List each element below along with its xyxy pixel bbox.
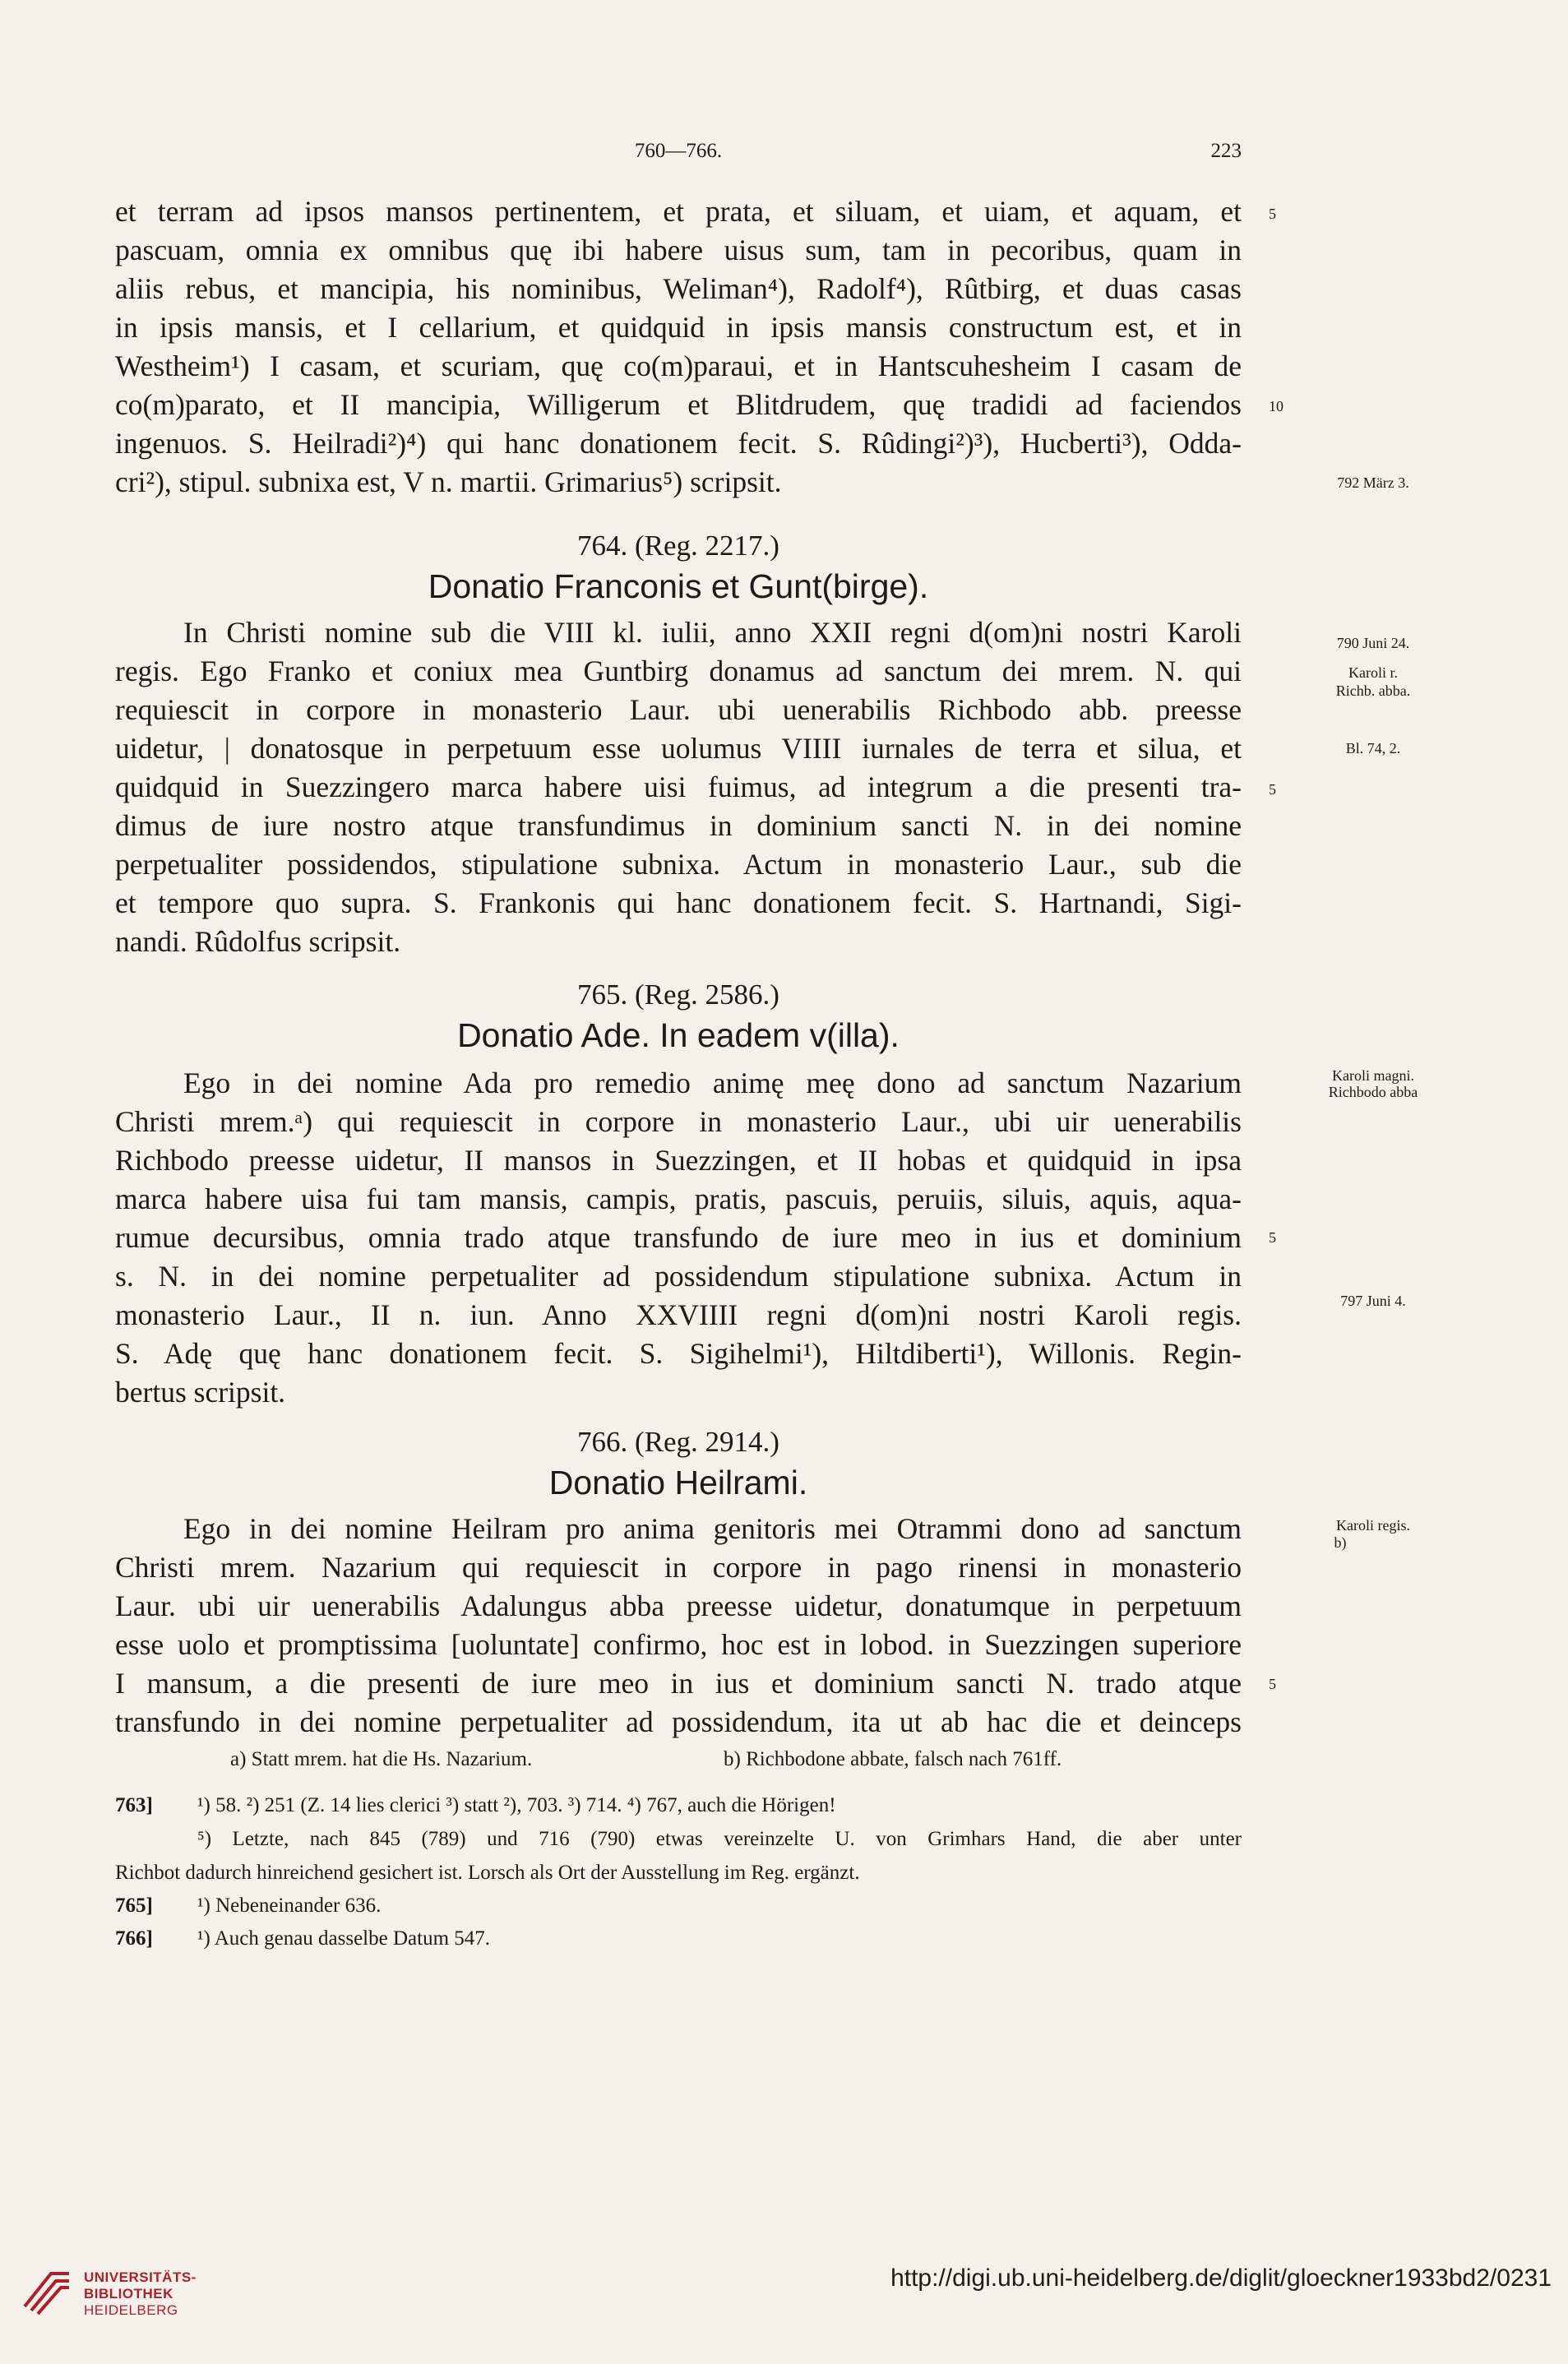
footnote-text: ¹) Nebeneinander 636. — [197, 1894, 382, 1917]
text-line: I mansum, a die presenti de iure meo in ius et dominium sancti N. trado atque — [115, 1667, 1242, 1700]
text-line: dimus de iure nostro atque transfundimus in dominium sancti N. in dei nomine — [115, 809, 1242, 842]
text-line: perpetualiter possidendos, stipulatione subnixa. Actum in monasterio Laur., sub die — [115, 848, 1242, 881]
margin-note: Karoli r. — [1348, 664, 1398, 681]
margin-note: b) — [1334, 1534, 1347, 1551]
text-line: co(m)parato, et II mancipia, Willigerum et Blitdrudem, quę tradidi ad faciendos — [115, 388, 1242, 421]
text-line: Christi mrem.ᵃ) qui requiescit in corpore in monasterio Laur., ubi uir uenerabilis — [115, 1105, 1242, 1138]
text-line: Laur. ubi uir uenerabilis Adalungus abba preesse uidetur, donatumque in perpetuum — [115, 1589, 1242, 1622]
text-line: esse uolo et promptissima [uoluntate] confirmo, hoc est in lobod. in Suezzingen superiore — [115, 1628, 1242, 1661]
line-number: 5 — [1269, 206, 1276, 222]
text-line: regis. Ego Franko et coniux mea Guntbirg donamus ad sanctum dei mrem. N. qui — [115, 655, 1242, 687]
margin-note: Richb. abba. — [1335, 682, 1411, 699]
margin-note: Richbodo abba — [1328, 1084, 1418, 1100]
text-line: Westheim¹) I casam, et scuriam, quę co(m)paraui, et in Hantscuhesheim I casam de — [115, 349, 1242, 382]
line-number: 5 — [1269, 1229, 1276, 1246]
footnote-text: ¹) Auch genau dasselbe Datum 547. — [197, 1927, 491, 1950]
library-name — [84, 2269, 197, 2319]
footnote-text: Richbot dadurch hinreichend gesichert ist. Lorsch als Ort der Ausstellung im Reg. ergänzt. — [115, 1862, 860, 1884]
text-line: nandi. Rûdolfus scripsit. — [115, 925, 401, 958]
text-line: Richbodo preesse uidetur, II mansos in Suezzingen, et II hobas et quidquid in ipsa — [115, 1144, 1242, 1177]
text-line: requiescit in corpore in monasterio Laur. ubi uenerabilis Richbodo abb. preesse — [115, 693, 1242, 726]
text-line: transfundo in dei nomine perpetualiter ad possidendum, ita ut ab hac die et deinceps — [115, 1705, 1242, 1738]
source-url-link[interactable]: http://digi.ub.uni-heidelberg.de/diglit/gloeckner1933bd2/0231 — [890, 2265, 1552, 2292]
margin-date: 797 Juni 4. — [1340, 1293, 1406, 1309]
text-line: ingenuos. S. Heilradi²)⁴) qui hanc donationem fecit. S. Rûdingi²)³), Hucberti³), Odda- — [115, 427, 1242, 460]
footnote-label — [115, 1894, 181, 1918]
entry-number: 765. (Reg. 2586.) — [577, 978, 779, 1011]
text-line: Ego in dei nomine Ada pro remedio animę meę dono ad sanctum Nazarium — [183, 1066, 1242, 1099]
running-head-range: 760—766. — [634, 140, 723, 162]
library-logo[interactable] — [18, 2253, 322, 2335]
library-name-line: HEIDELBERG — [84, 2302, 178, 2318]
entry-number: 766. (Reg. 2914.) — [577, 1426, 779, 1458]
text-line: monasterio Laur., II n. iun. Anno XXVIIII regni d(om)ni nostri Karoli regis. — [115, 1298, 1242, 1331]
line-number: 5 — [1269, 781, 1276, 798]
margin-note: Karoli regis. — [1336, 1517, 1410, 1534]
margin-reference: Bl. 74, 2. — [1345, 740, 1401, 756]
text-line: cri²), stipul. subnixa est, V n. martii. Grimarius⁵) scripsit. — [115, 465, 782, 498]
running-head — [115, 140, 1242, 173]
footnote-text: ¹) 58. ²) 251 (Z. 14 lies clerici ³) statt ²), 703. ³) 714. ⁴) 767, auch die Hörigen! — [197, 1794, 836, 1816]
text-line: Ego in dei nomine Heilram pro anima genitoris mei Otrammi dono ad sanctum — [183, 1512, 1242, 1545]
text-line: aliis rebus, et mancipia, his nominibus, Weliman⁴), Radolf⁴), Rûtbirg, et duas casas — [115, 272, 1242, 305]
footnote-label — [115, 1793, 181, 1818]
text-line: s. N. in dei nomine perpetualiter ad possidendum stipulatione subnixa. Actum in — [115, 1260, 1242, 1293]
text-line: pascuam, omnia ex omnibus quę ibi habere uisus sum, tam in pecoribus, quam in — [115, 234, 1242, 266]
text-line: uidetur, | donatosque in perpetuum esse uolumus VIIII iurnales de terra et silua, et — [115, 732, 1242, 765]
margin-note: Karoli magni. — [1332, 1067, 1414, 1084]
library-name-line: BIBLIOTHEK — [84, 2286, 173, 2302]
text-line: et tempore quo supra. S. Frankonis qui hanc donationem fecit. S. Hartnandi, Sigi- — [115, 886, 1242, 919]
footnote-entry-label: 763] — [115, 1794, 153, 1816]
library-logo-icon — [18, 2261, 76, 2319]
text-line: in ipsis mansis, et I cellarium, et quidquid in ipsis mansis constructum est, et in — [115, 311, 1242, 344]
entry-number: 764. (Reg. 2217.) — [577, 530, 779, 562]
text-line: marca habere uisa fui tam mansis, campis, pratis, pascuis, peruiis, siluis, aquis, aqua- — [115, 1182, 1242, 1215]
variant-footnote: a) Statt mrem. hat die Hs. Nazarium. — [230, 1748, 533, 1770]
margin-date: 792 März 3. — [1337, 474, 1409, 491]
text-line: quidquid in Suezzingero marca habere uisi fuimus, ad integrum a die presenti tra- — [115, 770, 1242, 803]
page-number: 223 — [1210, 140, 1242, 162]
text-line: rumue decursibus, omnia trado atque transfundo de iure meo in ius et dominium — [115, 1221, 1242, 1254]
line-number: 10 — [1269, 398, 1284, 414]
margin-date: 790 Juni 24. — [1336, 635, 1410, 651]
footnote-entry-label: 765] — [115, 1894, 153, 1917]
text-line: et terram ad ipsos mansos pertinentem, et prata, et siluam, et uiam, et aquam, et — [115, 195, 1242, 228]
line-number: 5 — [1269, 1676, 1276, 1692]
variant-footnote: b) Richbodone abbate, falsch nach 761ff. — [724, 1748, 1062, 1770]
text-line: In Christi nomine sub die VIII kl. iulii, anno XXII regni d(om)ni nostri Karoli — [183, 616, 1242, 649]
text-line: bertus scripsit. — [115, 1376, 286, 1409]
text-line: Christi mrem. Nazarium qui requiescit in corpore in pago rinensi in monasterio — [115, 1551, 1242, 1584]
footnote-label — [115, 1927, 181, 1951]
entry-title: Donatio Ade. In eadem v(illa). — [457, 1016, 900, 1054]
entry-title: Donatio Franconis et Gunt(birge). — [428, 567, 929, 605]
text-line: S. Adę quę hanc donationem fecit. S. Sigihelmi¹), Hiltdiberti¹), Willonis. Regin- — [115, 1337, 1242, 1370]
entry-title: Donatio Heilrami. — [548, 1464, 808, 1501]
library-name-line: UNIVERSITÄTS- — [84, 2269, 197, 2285]
footnote-entry-label: 766] — [115, 1927, 153, 1950]
footnote-text: ⁵) Letzte, nach 845 (789) und 716 (790) etwas vereinzelte U. von Grimhars Hand, die aber unter — [197, 1828, 1242, 1850]
